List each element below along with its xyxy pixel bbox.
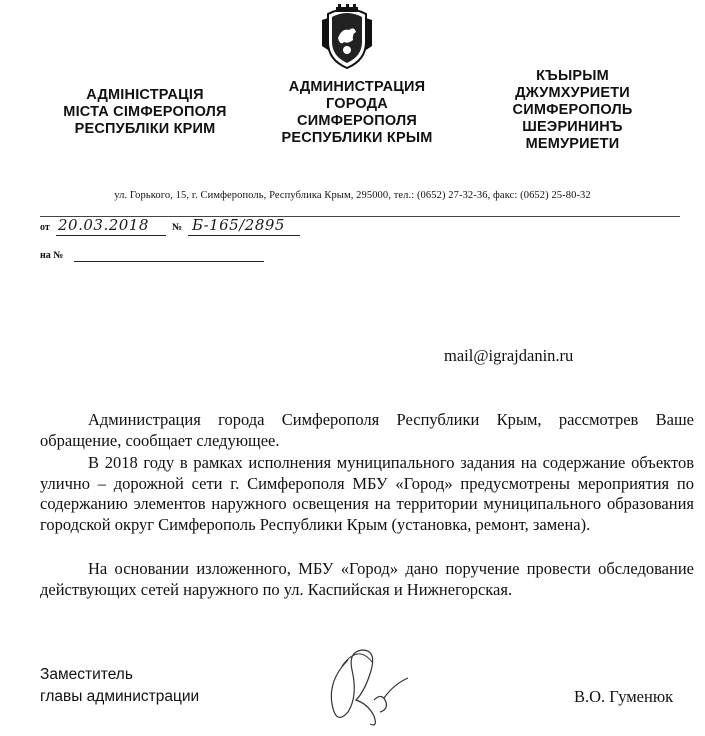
reference-label: на №	[40, 250, 64, 261]
redacted-recipient	[432, 264, 620, 344]
signature-icon	[318, 640, 418, 732]
body-paragraph-1: Администрация города Симферополя Республики Крым, рассмотрев Ваше обращение, сообщает следующее.	[40, 410, 694, 450]
coat-of-arms-icon	[316, 4, 378, 70]
body-paragraph-3: На основании изложенного, МБУ «Город» дано поручение провести обследование действующих сетей наружного по ул. Каспийская и Нижнегорская.	[40, 559, 694, 599]
handwritten-number: Б-165/2895	[192, 216, 285, 234]
reference-underline	[74, 261, 264, 262]
address-line: ул. Горького, 15, г. Симферополь, Республика Крым, 295000, тел.: (0652) 27-32-36, факс: (0652) 25-80-32	[114, 190, 591, 201]
recipient-email: mail@igrajdanin.ru	[444, 346, 574, 365]
header-ua: АДМІНІСТРАЦІЯ МІСТА СІМФЕРОПОЛЯ РЕСПУБЛІКИ КРИМ	[63, 87, 227, 137]
body-paragraph-2: В 2018 году в рамках исполнения муниципального задания на содержание объектов улично – дорожной сети г. Симферополя МБУ «Город» предусмотрены мероприятия по содержанию элементов наружного освещения на территории муниципального образования городской округ Симферополь Республики Крым (установка, ремонт, замена).	[40, 453, 694, 534]
header-cr: КЪЫРЫМ ДЖУМХУРИЕТИ СИМФЕРОПОЛЬ ШЕЭРИНИНЪ МЕМУРИЕТИ	[512, 68, 633, 152]
number-underline	[188, 235, 300, 236]
signatory-name: В.О. Гуменюк	[574, 687, 674, 706]
handwritten-date: 20.03.2018	[58, 216, 149, 234]
date-underline	[56, 235, 166, 236]
number-label: №	[172, 222, 183, 233]
from-label: от	[40, 222, 50, 233]
signatory-title-line-1: Заместитель	[40, 666, 133, 683]
signatory-title-line-2: главы администрации	[40, 688, 200, 705]
header-ru: АДМИНИСТРАЦИЯ ГОРОДА СИМФЕРОПОЛЯ РЕСПУБЛИКИ КРЫМ	[281, 79, 433, 146]
